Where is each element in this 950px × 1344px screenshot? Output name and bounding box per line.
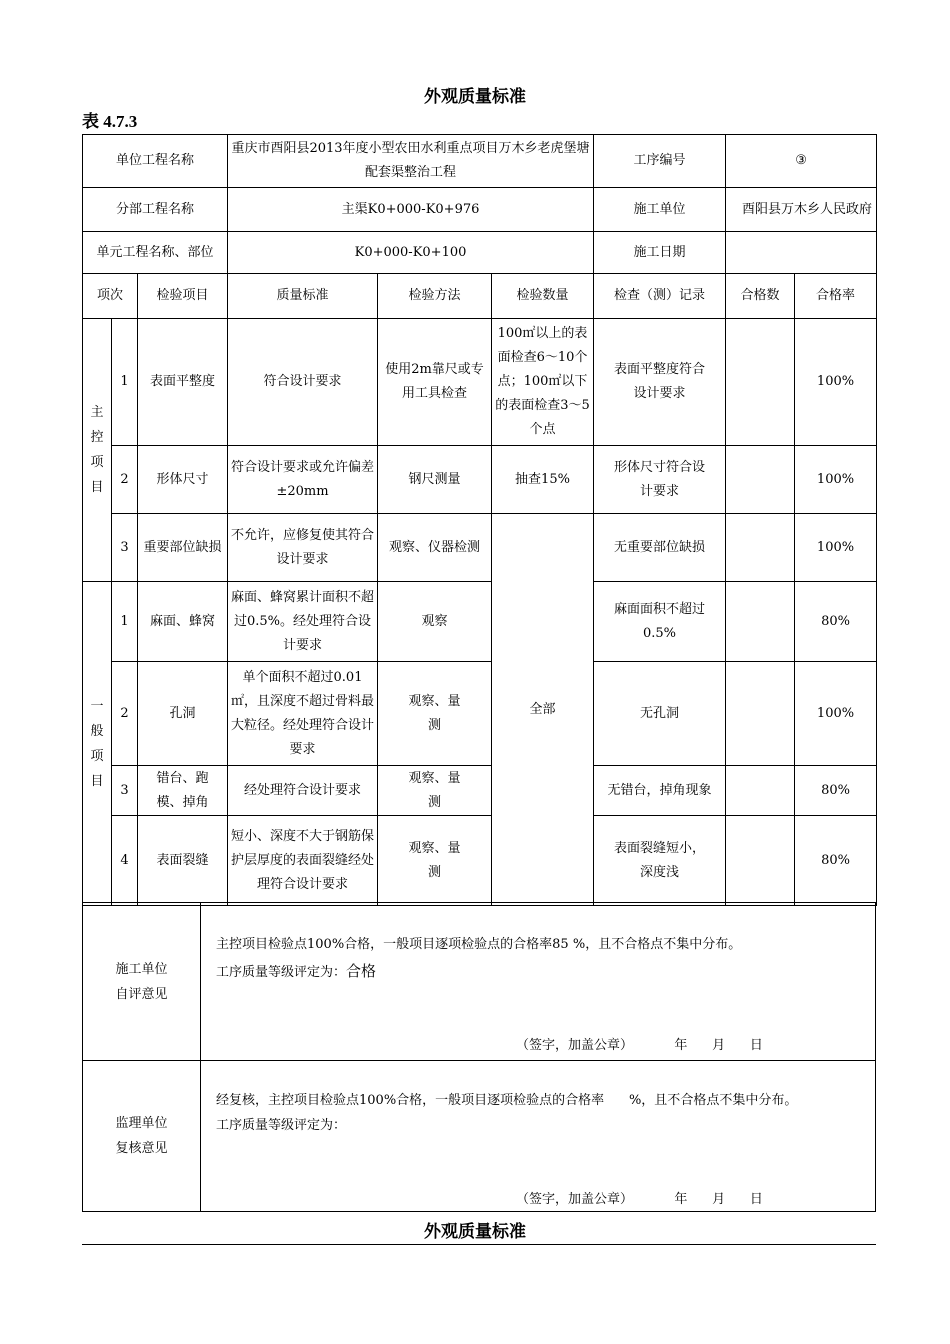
item-pass-rate: 80% <box>795 766 877 816</box>
item-record: 表面平整度符合设计要求 <box>594 319 726 446</box>
item-pass-rate: 100% <box>795 446 877 514</box>
self-eval-line2 <box>216 959 865 985</box>
col-header: 项次 <box>83 274 138 319</box>
item-no: 4 <box>112 816 138 906</box>
item-pass-rate: 100% <box>795 319 877 446</box>
item-pass-rate: 80% <box>795 816 877 906</box>
item-standard: 符合设计要求或允许偏差±20mm <box>228 446 378 514</box>
supervisor-signature: （签字，加盖公章） 年 月 日 <box>516 1192 763 1207</box>
item-record: 无错台，掉角现象 <box>594 766 726 816</box>
col-header: 检查（测）记录 <box>594 274 726 319</box>
date-label: 施工日期 <box>594 232 726 274</box>
shared-quantity: 全部 <box>492 514 594 906</box>
construction-unit-value: 酉阳县万木乡人民政府 <box>726 188 877 232</box>
element-label: 单元工程名称、部位 <box>83 232 228 274</box>
col-header: 检验项目 <box>138 274 228 319</box>
self-eval-line1: 主控项目检验点100%合格，一般项目逐项检验点的合格率85 %，且不合格点不集中分布。 <box>216 937 742 952</box>
item-method: 观察、量测 <box>378 766 492 816</box>
unit-project-value: 重庆市酉阳县2013年度小型农田水利重点项目万木乡老虎堡塘配套渠整治工程 <box>228 135 594 188</box>
quality-table <box>82 134 877 906</box>
general-group-label: 一般项目 <box>83 582 112 906</box>
page-title: 外观质量标准 <box>424 87 526 107</box>
self-eval-signature: （签字，加盖公章） 年 月 日 <box>516 1038 763 1053</box>
col-header: 合格率 <box>795 274 877 319</box>
table-number: 表 4.7.3 <box>82 112 138 131</box>
footer-rule <box>82 1244 876 1245</box>
item-no: 3 <box>112 514 138 582</box>
process-no-label: 工序编号 <box>594 135 726 188</box>
item-no: 2 <box>112 446 138 514</box>
item-pass-count <box>726 446 795 514</box>
date-value <box>726 232 877 274</box>
item-name: 错台、跑模、掉角 <box>138 766 228 816</box>
supervisor-line1: 经复核，主控项目检验点100%合格，一般项目逐项检验点的合格率 %，且不合格点不集中分布。 <box>216 1093 798 1108</box>
item-no: 3 <box>112 766 138 816</box>
item-pass-rate: 80% <box>795 582 877 662</box>
item-method: 钢尺测量 <box>378 446 492 514</box>
item-pass-count <box>726 319 795 446</box>
item-pass-rate: 100% <box>795 662 877 766</box>
item-pass-count <box>726 582 795 662</box>
item-record: 无重要部位缺损 <box>594 514 726 582</box>
item-standard: 麻面、蜂窝累计面积不超过0.5%。经处理符合设计要求 <box>228 582 378 662</box>
item-no: 2 <box>112 662 138 766</box>
item-record: 形体尺寸符合设计要求 <box>594 446 726 514</box>
process-no-value: ③ <box>726 135 877 188</box>
item-quantity: 100㎡以上的表面检查6～10个点；100㎡以下的表面检查3～5个点 <box>492 319 594 446</box>
item-name: 孔洞 <box>138 662 228 766</box>
item-pass-count <box>726 662 795 766</box>
construction-unit-label: 施工单位 <box>594 188 726 232</box>
item-standard: 符合设计要求 <box>228 319 378 446</box>
item-method: 使用2m靠尺或专用工具检查 <box>378 319 492 446</box>
item-standard: 经处理符合设计要求 <box>228 766 378 816</box>
item-pass-rate: 100% <box>795 514 877 582</box>
item-method: 观察、量测 <box>378 662 492 766</box>
unit-project-label: 单位工程名称 <box>83 135 228 188</box>
item-standard: 不允许，应修复使其符合设计要求 <box>228 514 378 582</box>
supervisor-line2: 工序质量等级评定为： <box>216 1118 347 1133</box>
item-pass-count <box>726 816 795 906</box>
item-standard: 单个面积不超过0.01㎡，且深度不超过骨料最大粒径。经处理符合设计要求 <box>228 662 378 766</box>
item-method: 观察 <box>378 582 492 662</box>
division-label: 分部工程名称 <box>83 188 228 232</box>
item-no: 1 <box>112 319 138 446</box>
footer-title: 外观质量标准 <box>424 1222 526 1242</box>
self-eval-section <box>82 902 876 1061</box>
item-pass-count <box>726 514 795 582</box>
item-name: 麻面、蜂窝 <box>138 582 228 662</box>
supervisor-section <box>82 1060 876 1212</box>
supervisor-label: 监理单位 复核意见 <box>83 1061 201 1211</box>
division-value: 主渠K0+000-K0+976 <box>228 188 594 232</box>
col-header: 合格数 <box>726 274 795 319</box>
col-header: 检验方法 <box>378 274 492 319</box>
item-name: 表面平整度 <box>138 319 228 446</box>
item-no: 1 <box>112 582 138 662</box>
item-method: 观察、仪器检测 <box>378 514 492 582</box>
item-record: 无孔洞 <box>594 662 726 766</box>
item-method: 观察、量测 <box>378 816 492 906</box>
grade-prefix: 工序质量等级评定为： <box>216 965 347 980</box>
col-header: 质量标准 <box>228 274 378 319</box>
item-pass-count <box>726 766 795 816</box>
grade-value: 合格 <box>346 962 377 980</box>
self-eval-label: 施工单位 自评意见 <box>83 903 201 1060</box>
item-record: 表面裂缝短小，深度浅 <box>594 816 726 906</box>
item-standard: 短小、深度不大于钢筋保护层厚度的表面裂缝经处理符合设计要求 <box>228 816 378 906</box>
element-value: K0+000-K0+100 <box>228 232 594 274</box>
item-name: 表面裂缝 <box>138 816 228 906</box>
col-header: 检验数量 <box>492 274 594 319</box>
item-name: 形体尺寸 <box>138 446 228 514</box>
item-record: 麻面面积不超过0.5% <box>594 582 726 662</box>
item-quantity: 抽查15% <box>492 446 594 514</box>
main-group-label: 主控项目 <box>83 319 112 582</box>
item-name: 重要部位缺损 <box>138 514 228 582</box>
